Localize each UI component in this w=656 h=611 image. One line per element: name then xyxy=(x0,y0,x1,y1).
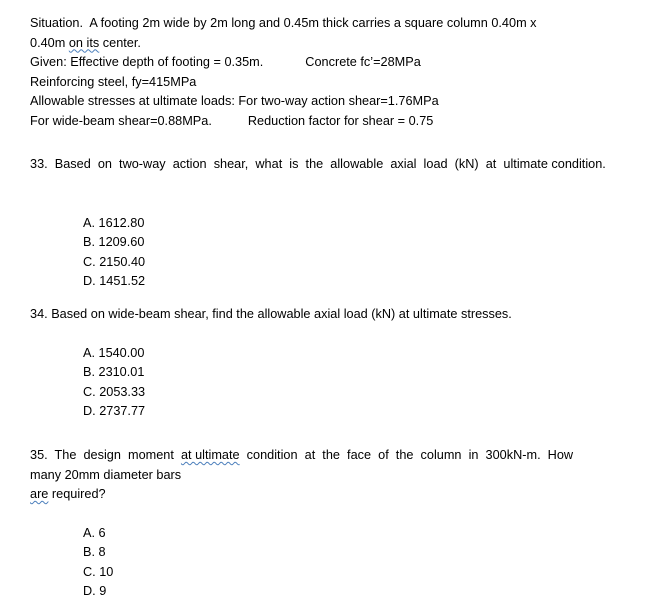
choice-item[interactable]: C. 2150.40 xyxy=(83,254,146,269)
spellcheck-at-ultimate: at ultimate xyxy=(180,448,240,462)
choice-item[interactable]: D. 9 xyxy=(83,584,107,599)
choice-item[interactable]: B. 2310.01 xyxy=(83,365,145,380)
spellcheck-on-its: on its xyxy=(68,35,100,50)
situation-line-2-prefix: 0.40m xyxy=(30,35,69,50)
spellcheck-are: are xyxy=(30,487,49,502)
question-34-choices xyxy=(83,344,145,422)
situation-wide-beam-shear: For wide-beam shear=0.88MPa. xyxy=(30,113,212,128)
question-35-line-2: many 20mm diameter bars xyxy=(30,467,182,482)
choice-item[interactable]: B. 8 xyxy=(83,545,106,560)
situation-line-1: Situation. A footing 2m wide by 2m long and 0.45m thick carries a square column 0.40m x xyxy=(30,16,537,30)
question-35-line-3 xyxy=(30,485,637,505)
question-33-body: 33. Based on two-way action shear, what is the allowable axial load (kN) at ultimate condition. xyxy=(30,157,606,171)
choice-item[interactable]: B. 1209.60 xyxy=(83,235,145,250)
question-35-line-1-prefix: 35. The design moment xyxy=(30,448,181,462)
question-33-text xyxy=(30,155,637,175)
choice-item[interactable]: A. 1540.00 xyxy=(83,346,145,360)
situation-line-2 xyxy=(30,34,637,54)
choice-item[interactable]: C. 2053.33 xyxy=(83,384,146,399)
question-33-choices xyxy=(83,214,145,292)
choice-item[interactable]: A. 6 xyxy=(83,526,106,540)
choice-item[interactable]: C. 10 xyxy=(83,564,114,579)
question-35-line-1-suffix: condition at the face of the column in 300kN-m. How xyxy=(239,448,574,462)
situation-line-2-suffix: center. xyxy=(99,35,141,50)
question-34-text xyxy=(30,305,637,325)
choice-item[interactable]: D. 2737.77 xyxy=(83,404,146,419)
question-35-line-3-suffix: required? xyxy=(48,487,106,502)
question-34-body: 34. Based on wide-beam shear, find the allowable axial load (kN) at ultimate stresses. xyxy=(30,307,512,321)
situation-effective-depth: Given: Effective depth of footing = 0.35m. xyxy=(30,55,264,70)
situation-line-6 xyxy=(30,112,637,132)
situation-reduction-factor: Reduction factor for shear = 0.75 xyxy=(247,113,434,128)
question-35-line-1 xyxy=(30,446,637,466)
question-35-text xyxy=(30,446,637,505)
situation-line-5: Allowable stresses at ultimate loads: For two-way action shear=1.76MPa xyxy=(30,94,439,109)
question-35-choices xyxy=(83,524,113,602)
situation-block xyxy=(30,14,637,132)
situation-line-3 xyxy=(30,53,637,73)
situation-line-4: Reinforcing steel, fy=415MPa xyxy=(30,74,197,89)
situation-concrete-strength: Concrete fc’=28MPa xyxy=(305,55,421,70)
choice-item[interactable]: D. 1451.52 xyxy=(83,274,146,289)
choice-item[interactable]: A. 1612.80 xyxy=(83,216,145,230)
